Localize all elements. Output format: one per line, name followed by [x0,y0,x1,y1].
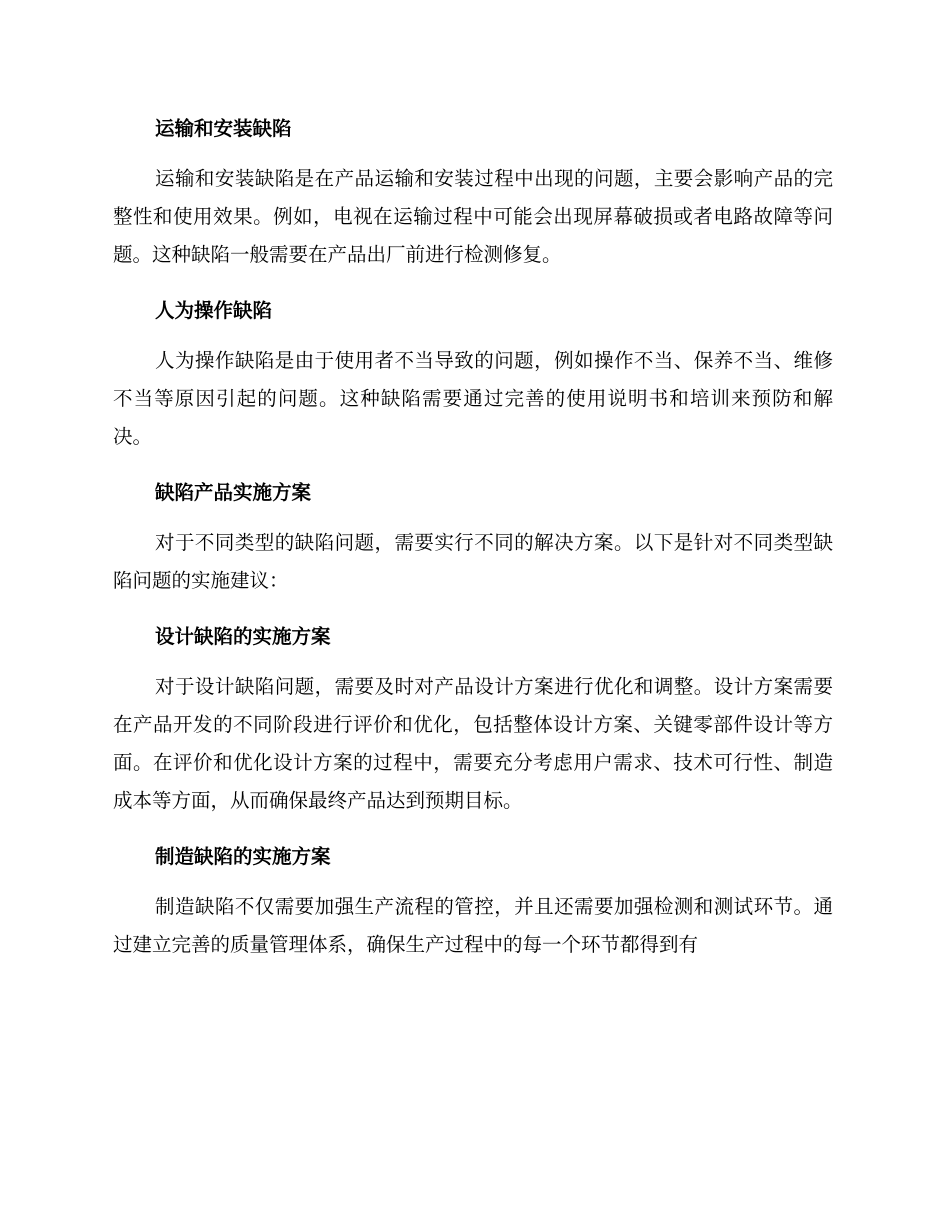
section-heading-implementation-plan: 缺陷产品实施方案 [155,481,312,504]
section-paragraph-design-defect-plan: 对于设计缺陷问题，需要及时对产品设计方案进行优化和调整。设计方案需要在产品开发的不同阶段进行评价和优化，包括整体设计方案、关键零部件设计等方面。在评价和优化设计方案的过程中，需要充分考虑用户需求、技术可行性、制造成本等方面，从而确保最终产品达到预期目标。 [113,675,833,812]
section-paragraph-manufacturing-defect-plan: 制造缺陷不仅需要加强生产流程的管控，并且还需要加强检测和测试环节。通过建立完善的质量管理体系，确保生产过程中的每一个环节都得到有 [113,895,833,956]
section-paragraph-human-operation: 人为操作缺陷是由于使用者不当导致的问题，例如操作不当、保养不当、维修不当等原因引起的问题。这种缺陷需要通过完善的使用说明书和培训来预防和解决。 [113,349,833,448]
section-heading-design-defect-plan: 设计缺陷的实施方案 [155,625,331,648]
section-heading-transport-install: 运输和安装缺陷 [155,117,292,140]
document-page [113,110,833,982]
section-heading-manufacturing-defect-plan: 制造缺陷的实施方案 [155,845,331,868]
section-paragraph-implementation-plan: 对于不同类型的缺陷问题，需要实行不同的解决方案。以下是针对不同类型缺陷问题的实施建议： [113,531,833,592]
section-paragraph-transport-install: 运输和安装缺陷是在产品运输和安装过程中出现的问题，主要会影响产品的完整性和使用效果。例如，电视在运输过程中可能会出现屏幕破损或者电路故障等问题。这种缺陷一般需要在产品出厂前进行检测修复。 [113,167,833,266]
section-heading-human-operation: 人为操作缺陷 [155,299,273,322]
